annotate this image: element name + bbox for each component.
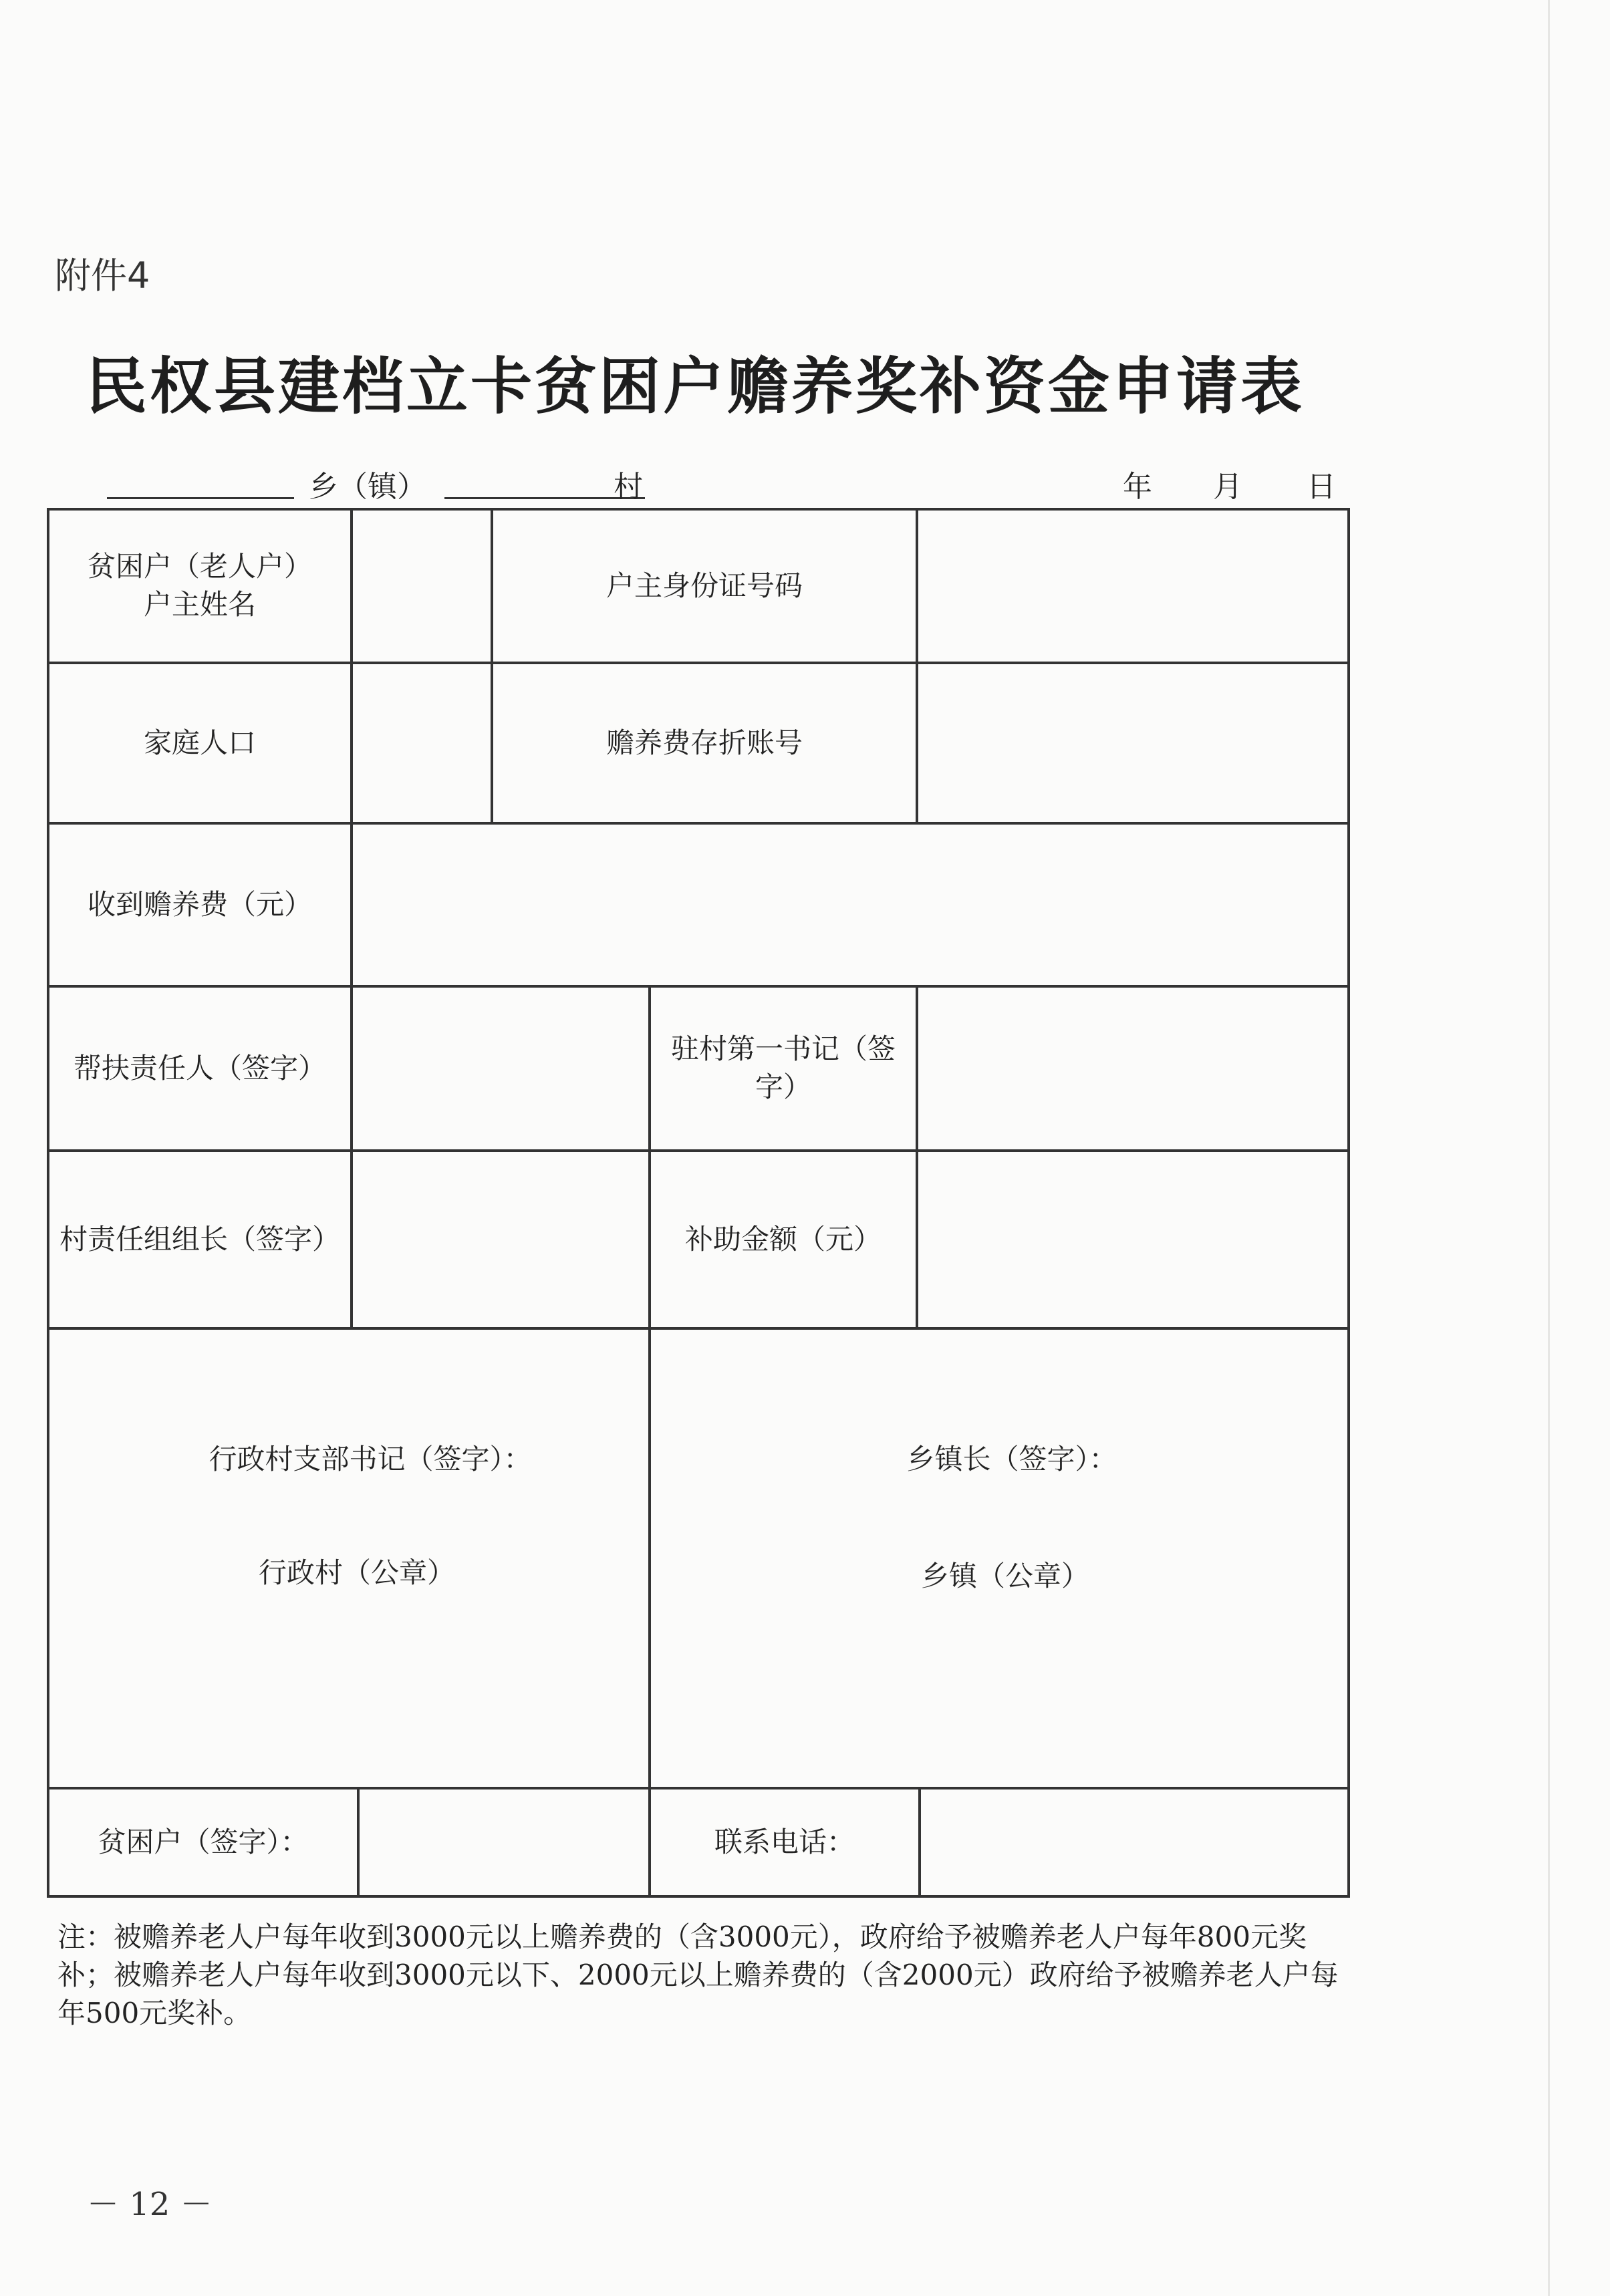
township-blank[interactable] xyxy=(107,468,294,499)
village-label: 村 xyxy=(614,470,643,504)
township-seal-label: 乡镇（公章） xyxy=(920,1559,1089,1592)
passbook-account-input[interactable] xyxy=(918,664,1347,822)
poor-household-signature-input[interactable] xyxy=(360,1789,648,1895)
family-size-input[interactable] xyxy=(353,664,491,822)
footnote: 注：被赡养老人户每年收到3000元以上赡养费的（含3000元），政府给予被赡养老人户每年800元奖补；被赡养老人户每年收到3000元以下、2000元以上赡养费的（含2000元）政府给予被赡养老人户每年500元奖补。 xyxy=(57,1920,1339,2030)
subsidy-amount-input[interactable] xyxy=(918,1152,1347,1327)
attachment-label: 附件4 xyxy=(55,255,150,297)
group-leader-signature-label: 村责任组组长（签字） xyxy=(59,1222,340,1256)
subsidy-amount-label: 补助金额（元） xyxy=(684,1222,882,1256)
phone-input[interactable] xyxy=(921,1789,1347,1895)
group-leader-signature-input[interactable] xyxy=(353,1152,648,1327)
poor-household-signature-label: 贫困户（签字）： xyxy=(98,1825,309,1858)
support-received-label: 收到赡养费（元） xyxy=(87,887,312,921)
row-divider xyxy=(49,1327,1347,1330)
support-received-input[interactable] xyxy=(353,825,1347,985)
page-title: 民权县建档立卡贫困户赡养奖补资金申请表 xyxy=(85,351,1305,422)
village-seal-label: 行政村（公章） xyxy=(258,1556,455,1589)
first-secretary-signature-label: 驻村第一书记（签 字） xyxy=(670,1032,896,1103)
family-size-label: 家庭人口 xyxy=(143,726,256,759)
day-label: 日 xyxy=(1307,470,1336,504)
village-secretary-signature-label: 行政村支部书记（签字）： xyxy=(209,1442,532,1475)
householder-name-label: 贫困户（老人户） 户主姓名 xyxy=(87,550,312,621)
township-head-signature-label: 乡镇长（签字）： xyxy=(906,1442,1117,1475)
passbook-account-label: 赡养费存折账号 xyxy=(606,726,803,759)
householder-name-input[interactable] xyxy=(353,511,491,662)
township-label: 乡（镇） xyxy=(309,470,426,504)
page-number: － 12 － xyxy=(87,2186,213,2223)
scan-edge xyxy=(1548,0,1550,2296)
first-secretary-signature-input[interactable] xyxy=(918,988,1347,1149)
application-form-table xyxy=(47,508,1350,1898)
phone-label: 联系电话： xyxy=(714,1825,855,1858)
id-number-input[interactable] xyxy=(918,511,1347,662)
helper-signature-input[interactable] xyxy=(353,988,648,1149)
id-number-label: 户主身份证号码 xyxy=(606,569,803,602)
month-label: 月 xyxy=(1213,470,1242,504)
year-label: 年 xyxy=(1123,470,1152,504)
helper-signature-label: 帮扶责任人（签字） xyxy=(73,1051,326,1085)
